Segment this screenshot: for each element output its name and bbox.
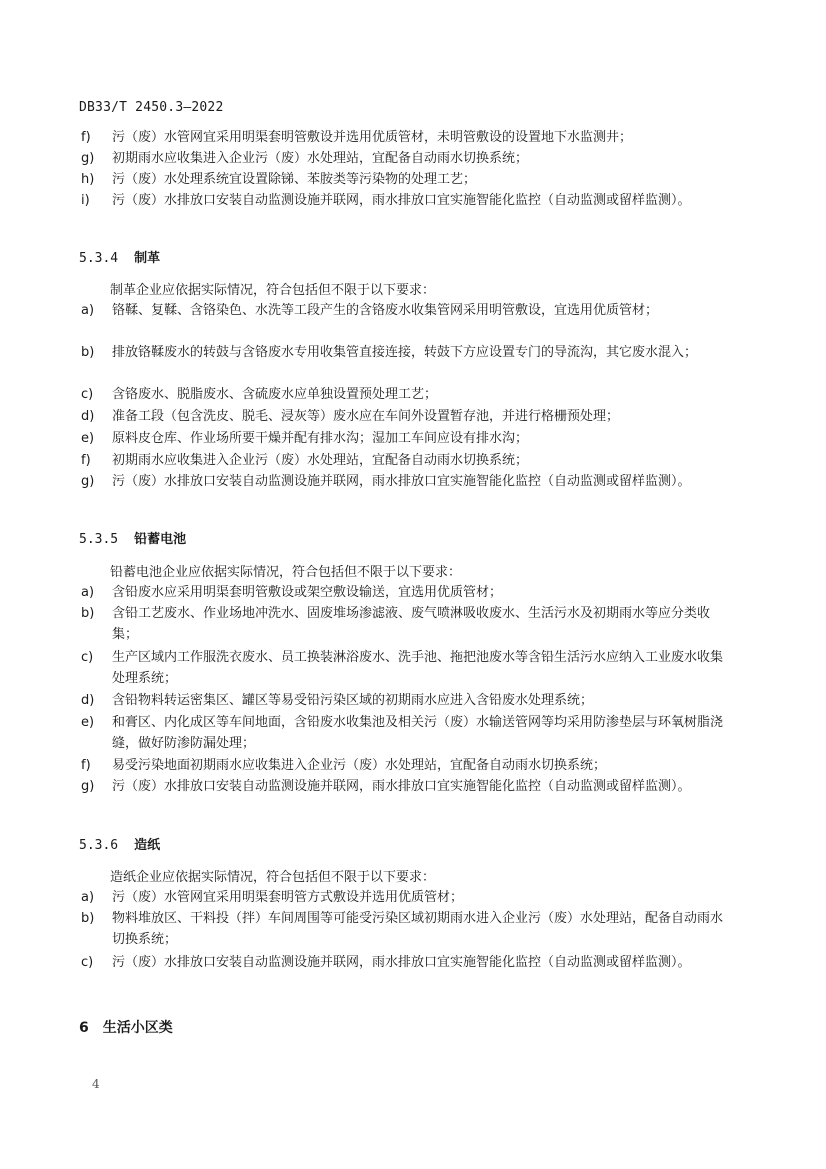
item-label: e) [81, 431, 95, 446]
item-label: c) [81, 650, 94, 665]
item-label: g) [81, 151, 95, 166]
list-item [81, 169, 731, 190]
item-text: 含铅工艺废水、作业场地冲洗水、固废堆场渗滤液、废气喷淋吸收废水、生活污水及初期雨水等应分类收集； [112, 606, 711, 642]
item-label: a) [81, 890, 95, 905]
item-text: 物料堆放区、干料投（拌）车间周围等可能受污染区域初期雨水进入企业污（废）水处理站，配备自动雨水切换系统； [112, 911, 724, 947]
item-label: d) [81, 693, 95, 708]
item-text: 污（废）水排放口安装自动监测设施并联网，雨水排放口宜实施智能化监控（自动监测或留样监测）。 [112, 193, 691, 208]
item-label: b) [81, 606, 95, 621]
item-text: 污（废）水排放口安装自动监测设施并联网，雨水排放口宜实施智能化监控（自动监测或留样监测）。 [112, 779, 691, 794]
section-intro: 铅蓄电池企业应依据实际情况，符合包括但不限于以下要求： [110, 565, 462, 580]
section-intro: 造纸企业应依据实际情况，符合包括但不限于以下要求： [110, 870, 436, 885]
item-label: b) [81, 345, 95, 360]
item-text: 原料皮仓库、作业场所要干燥并配有排水沟；湿加工车间应设有排水沟； [112, 431, 529, 446]
item-label: c) [81, 955, 94, 970]
item-label: i) [81, 193, 90, 208]
list-item [81, 127, 731, 148]
item-text: 污（废）水管网宜采用明渠套明管方式敷设并选用优质管材； [112, 890, 464, 905]
item-text: 含铅物料转运密集区、罐区等易受铅污染区域的初期雨水应进入含铅废水处理系统； [112, 693, 594, 708]
item-text: 污（废）水处理系统宜设置除锑、苯胺类等污染物的处理工艺； [112, 172, 477, 187]
list-item [81, 887, 731, 908]
item-text: 初期雨水应收集进入企业污（废）水处理站，宜配备自动雨水切换系统； [112, 151, 529, 166]
chapter-heading-6 [79, 1017, 173, 1037]
item-label: b) [81, 911, 95, 926]
list-item [81, 690, 731, 711]
item-label: a) [81, 303, 95, 318]
list-item [81, 712, 731, 754]
item-label: g) [81, 779, 95, 794]
chapter-number: 6 [79, 1020, 89, 1036]
list-item [81, 148, 731, 169]
page-number: 4 [92, 1077, 100, 1091]
list-item [81, 952, 731, 973]
item-label: f) [81, 130, 91, 145]
list-item [81, 582, 731, 603]
section-title: 制革 [134, 251, 161, 266]
item-label: g) [81, 474, 95, 489]
section-number: 5.3.6 [79, 838, 119, 853]
list-item [81, 603, 731, 645]
list-item [81, 471, 731, 492]
section-heading-5-3-6 [79, 834, 160, 853]
item-text: 含铅废水应采用明渠套明管敷设或架空敷设输送，宜选用优质管材； [112, 585, 503, 600]
item-label: e) [81, 715, 95, 730]
chapter-title: 生活小区类 [102, 1020, 173, 1036]
list-item [81, 647, 731, 689]
item-label: c) [81, 387, 94, 402]
item-text: 污（废）水管网宜采用明渠套明管敷设并选用优质管材，未明管敷设的设置地下水监测井； [112, 130, 633, 145]
list-item [81, 300, 731, 321]
section-intro: 制革企业应依据实际情况，符合包括但不限于以下要求： [110, 283, 436, 298]
section-heading-5-3-4 [79, 247, 160, 266]
list-item [81, 342, 731, 363]
item-text: 和膏区、内化成区等车间地面，含铅废水收集池及相关污（废）水输送管网等均采用防渗垫层与环氧树脂浇缝，做好防渗防漏处理； [112, 715, 724, 751]
item-label: f) [81, 453, 91, 468]
item-text: 铬鞣、复鞣、含铬染色、水洗等工段产生的含铬废水收集管网采用明管敷设，宜选用优质管材； [112, 303, 659, 318]
item-text: 生产区域内工作服洗衣废水、员工换装淋浴废水、洗手池、拖把池废水等含铅生活污水应纳入工业废水收集处理系统； [112, 650, 724, 686]
list-item [81, 776, 731, 797]
list-item [81, 190, 731, 211]
item-label: h) [81, 172, 95, 187]
section-title: 铅蓄电池 [134, 532, 187, 547]
section-number: 5.3.4 [79, 251, 119, 266]
section-title: 造纸 [134, 838, 161, 853]
item-text: 污（废）水排放口安装自动监测设施并联网，雨水排放口宜实施智能化监控（自动监测或留样监测）。 [112, 955, 691, 970]
section-number: 5.3.5 [79, 532, 119, 547]
section-heading-5-3-5 [79, 528, 186, 547]
item-text: 准备工段（包含洗皮、脱毛、浸灰等）废水应在车间外设置暂存池，并进行格栅预处理； [112, 409, 620, 424]
item-label: f) [81, 758, 91, 773]
list-item [81, 755, 731, 776]
document-code: DB33/T 2450.3—2022 [79, 100, 224, 115]
item-text: 易受污染地面初期雨水应收集进入企业污（废）水处理站，宜配备自动雨水切换系统； [112, 758, 607, 773]
item-text: 初期雨水应收集进入企业污（废）水处理站，宜配备自动雨水切换系统； [112, 453, 529, 468]
item-text: 排放铬鞣废水的转鼓与含铬废水专用收集管直接连接，转鼓下方应设置专门的导流沟，其它废水混入； [112, 345, 698, 360]
list-item [81, 384, 731, 405]
item-text: 污（废）水排放口安装自动监测设施并联网，雨水排放口宜实施智能化监控（自动监测或留样监测）。 [112, 474, 691, 489]
item-label: d) [81, 409, 95, 424]
item-label: a) [81, 585, 95, 600]
item-text: 含铬废水、脱脂废水、含硫废水应单独设置预处理工艺； [112, 387, 438, 402]
list-item [81, 428, 731, 449]
list-item [81, 406, 731, 427]
list-item [81, 908, 731, 950]
list-item [81, 450, 731, 471]
